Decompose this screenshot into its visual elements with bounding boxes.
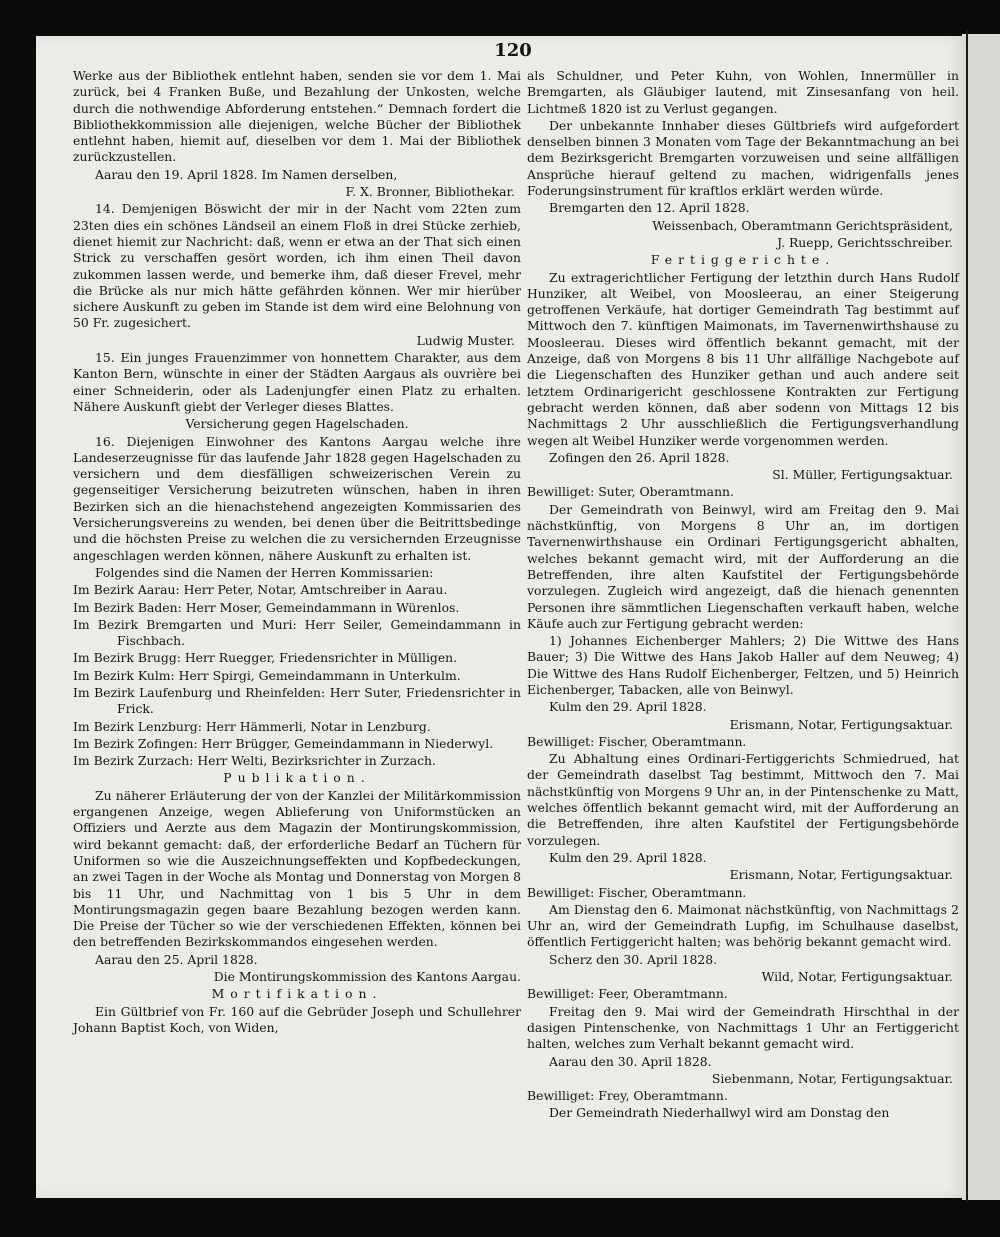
left-column-paragraph: Folgendes sind die Namen der Herren Kommissarien: [95, 564, 434, 580]
left-column-paragraph: Aarau den 19. April 1828. Im Namen derselben, [95, 166, 398, 182]
right-column-paragraph: Erismann, Notar, Fertigungsaktuar. [729, 867, 953, 883]
right-column-paragraph: Fertiggerichte. [650, 252, 836, 268]
right-column-paragraph: Am Dienstag den 6. Maimonat nächstkünftig, von Nachmittags 2 Uhr an, wird der Gemeindrath Lupfig, im Schulhause daselbst, öffentlich Fertiggericht halten; was behörig bekannt gemacht wird. [527, 901, 959, 950]
right-column-paragraph: Erismann, Notar, Fertigungsaktuar. [729, 716, 953, 732]
left-column-paragraph: F. X. Bronner, Bibliothekar. [345, 184, 515, 200]
left-column-paragraph: Im Bezirk Lenzburg: Herr Hämmerli, Notar in Lenzburg. [73, 718, 431, 734]
left-column-paragraph: Zu näherer Erläuterung der von der Kanzlei der Militärkommission ergangenen Anzeige, wegen Ablieferung von Uniformstücken an Offiziers und Aerzte aus dem Magazin der Montirungskommission, wird bekannt gemacht: daß, der erforderliche Bedarf an Tüchern für Uniformen so wie die Auszeichnungseffekten und Kopfbedeckungen, an zwei Tagen in der Woche als Montag und Donnerstag von Morgen 8 bis 11 Uhr, und Nachmittag von 1 bis 5 Uhr in dem Montirungsmagazin gegen baare Bezahlung bezogen werden kann. Die Preise der Tücher so wie der verschiedenen Effekten, können bei den betreffenden Bezirkskommandos eingesehen werden. [73, 787, 521, 950]
right-column-paragraph: J. Ruepp, Gerichtsschreiber. [777, 234, 953, 250]
left-column-paragraph: Mortifikation. [211, 986, 383, 1002]
right-column-paragraph: als Schuldner, und Peter Kuhn, von Wohlen, Innermüller in Bremgarten, als Gläubiger lautend, mit Zinsesanfang von heil. Lichtmeß 1820 ist zu Verlust gegangen. [527, 68, 959, 116]
right-column-paragraph: Siebenmann, Notar, Fertigungsaktuar. [711, 1070, 953, 1086]
right-column-paragraph: Bremgarten den 12. April 1828. [549, 200, 750, 216]
left-column-paragraph: Publikation. [223, 770, 371, 786]
right-column [527, 68, 959, 1123]
left-column-paragraph: 16. Diejenigen Einwohner des Kantons Aargau welche ihre Landeserzeugnisse für das laufende Jahr 1828 gegen Hagelschaden zu versichern und dem diesfälligen schweizerischen Verein zu gegenseitiger Versicherung beizutreten wünschen, haben in ihren Bezirken sich an die hienachstehend angezeigten Kommissarien des Versicherungsvereins zu wenden, bei denen über die Beitrittsbedinge und die höchsten Preise zu welchen die zu versichernden Erzeugnisse angeschlagen werden können, nähere Auskunft zu erhalten ist. [73, 433, 521, 563]
right-column-paragraph: Zu Abhaltung eines Ordinari-Fertiggerichts Schmiedrued, hat der Gemeindrath daselbst Tag bestimmt, Mittwoch den 7. Mai nächstkünftig von Morgens 9 Uhr an, in der Pintenschenke zu Matt, welches öffentlich bekannt gemacht wird, mit der Aufforderung an die Betreffenden, ihre alten Kaufstitel der Fertigungsbehörde vorzulegen. [527, 751, 959, 848]
right-column-paragraph: Bewilliget: Fischer, Oberamtmann. [527, 733, 747, 749]
left-column-paragraph: Im Bezirk Laufenburg und Rheinfelden: Herr Suter, Friedensrichter in Frick. [73, 684, 521, 717]
right-column-paragraph: Scherz den 30. April 1828. [549, 951, 718, 967]
left-column-paragraph: Im Bezirk Bremgarten und Muri: Herr Seiler, Gemeindammann in Fischbach. [73, 616, 521, 649]
right-column-paragraph: 1) Johannes Eichenberger Mahlers; 2) Die Wittwe des Hans Bauer; 3) Die Wittwe des Hans Jakob Haller auf dem Neuweg; 4) Die Wittwe des Hans Rudolf Eichenberger, Feltzen, und 5) Heinrich Eichenberger, Tabacken, alle von Beinwyl. [527, 633, 959, 697]
left-column-paragraph: Im Bezirk Zofingen: Herr Brügger, Gemeindammann in Niederwyl. [73, 735, 494, 751]
left-column [73, 68, 521, 1037]
right-column-paragraph: Kulm den 29. April 1828. [549, 699, 707, 715]
left-column-paragraph: Im Bezirk Kulm: Herr Spirgi, Gemeindammann in Unterkulm. [73, 667, 461, 683]
page-number: 120 [494, 40, 532, 61]
right-column-paragraph: Bewilliget: Fischer, Oberamtmann. [527, 884, 747, 900]
left-column-paragraph: Werke aus der Bibliothek entlehnt haben, senden sie vor dem 1. Mai zurück, bei 4 Franken Buße, und Bezahlung der Unkosten, welche durch die nothwendige Abforderung entstehen.“ Demnach fordert die Bibliothekkommission alle diejenigen, welche Bücher der Bibliothek entlehnt haben, hiemit auf, dieselben vor dem 1. Mai der Bibliothek zurückzustellen. [73, 68, 521, 165]
left-column-paragraph: Ludwig Muster. [416, 332, 515, 348]
left-column-paragraph: Im Bezirk Zurzach: Herr Welti, Bezirksrichter in Zurzach. [73, 753, 436, 769]
left-column-paragraph: 15. Ein junges Frauenzimmer von honnettem Charakter, aus dem Kanton Bern, wünschte in einer der Städten Aargaus als ouvrière bei einer Schneiderin, oder als Ladenjungfer einen Platz zu erhalten. Nähere Auskunft giebt der Verleger dieses Blattes. [73, 350, 521, 414]
right-column-paragraph: Kulm den 29. April 1828. [549, 849, 707, 865]
right-column-paragraph: Freitag den 9. Mai wird der Gemeindrath Hirschthal in der dasigen Pintenschenke, von Nachmittags 1 Uhr an Fertiggericht halten, welches zum Verhalt bekannt gemacht wird. [527, 1003, 959, 1052]
right-column-paragraph: Bewilliget: Frey, Oberamtmann. [527, 1088, 728, 1104]
left-column-paragraph: 14. Demjenigen Böswicht der mir in der Nacht vom 22ten zum 23ten dies ein schönes Ländseil an einem Floß in drei Stücke zerhieb, dienet hiemit zur Nachricht: daß, wenn er etwa an der That sich einen Strick zu verschaffen gesört worden, ich ihm einen Theil davon zukommen lassen werde, und bemerke ihm, daß dieser Frevel, mehr die Brücke als nur mich hätte gefährden können. Wer mir hierüber sichere Auskunft zu geben im Stande ist dem wird eine Belohnung von 50 Fr. zugesichert. [73, 201, 521, 331]
right-column-paragraph: Der Gemeindrath Niederhallwyl wird am Donstag den [549, 1105, 890, 1121]
right-column-paragraph: Wild, Notar, Fertigungsaktuar. [761, 969, 953, 985]
left-column-paragraph: Im Bezirk Aarau: Herr Peter, Notar, Amtschreiber in Aarau. [73, 582, 448, 598]
right-column-paragraph: Der unbekannte Innhaber dieses Gültbriefs wird aufgefordert denselben binnen 3 Monaten vom Tage der Bekanntmachung an bei dem Bezirksgericht Bremgarten vorzuweisen und seine allfälligen Ansprüche hierauf geltend zu machen, widrigenfalls jenes Foderungsinstrument für kraftlos erklärt werden würde. [527, 117, 959, 199]
right-column-paragraph: Weissenbach, Oberamtmann Gerichtspräsident, [652, 217, 953, 233]
right-column-paragraph: Sl. Müller, Fertigungsaktuar. [772, 467, 953, 483]
right-column-paragraph: Aarau den 30. April 1828. [549, 1053, 712, 1069]
page-edge-line [966, 30, 968, 1202]
right-column-paragraph: Der Gemeindrath von Beinwyl, wird am Freitag den 9. Mai nächstkünftig, von Morgens 8 Uhr an, im dortigen Tavernenwirthshause ein Ordinari Fertigungsgericht abhalten, welches bekannt gemacht wird, mit der Aufforderung an die Betreffenden, ihre alten Kaufstitel der Fertigungsbehörde vorzulegen. Zugleich wird angezeigt, daß die hienach genennten Personen ihre sämmtlichen Liegenschaften verkauft haben, welche Käufe auch zur Fertigung gebracht werden: [527, 501, 959, 631]
right-column-paragraph: Zu extragerichtlicher Fertigung der letzthin durch Hans Rudolf Hunziker, alt Weibel, von Moosleerau, an einer Steigerung getroffenen Verkäufe, hat dortiger Gemeindrath Tag bestimmt auf Mittwoch den 7. künftigen Maimonats, im Tavernenwirthshause zu Moosleerau. Dieses wird öffentlich bekannt gemacht, mit der Anzeige, daß von Morgens 8 bis 11 Uhr allfällige Nachgebote auf die Liegenschaften des Hunziker gethan und auch andere seit letztem Ordinarigericht geschlossene Kontrakten zur Fertigung gebracht werden können, daß aber sodenn von Mittags 12 bis Nachmittags 2 Uhr ausschließlich die Fertigungsverhandlung wegen alt Weibel Hunziker werde vorgenommen werden. [527, 269, 959, 448]
right-column-paragraph: Bewilliget: Feer, Oberamtmann. [527, 986, 728, 1002]
right-column-paragraph: Zofingen den 26. April 1828. [549, 449, 730, 465]
left-column-paragraph: Aarau den 25. April 1828. [95, 951, 258, 967]
left-column-paragraph: Versicherung gegen Hagelschaden. [185, 416, 409, 432]
left-column-paragraph: Die Montirungskommission des Kantons Aargau. [213, 969, 521, 985]
left-column-paragraph: Ein Gültbrief von Fr. 160 auf die Gebrüder Joseph und Schullehrer Johann Baptist Koch, von Widen, [73, 1003, 521, 1035]
right-column-paragraph: Bewilliget: Suter, Oberamtmann. [527, 484, 734, 500]
left-column-paragraph: Im Bezirk Baden: Herr Moser, Gemeindammann in Würenlos. [73, 599, 460, 615]
left-column-paragraph: Im Bezirk Brugg: Herr Ruegger, Friedensrichter in Mülligen. [73, 650, 458, 666]
